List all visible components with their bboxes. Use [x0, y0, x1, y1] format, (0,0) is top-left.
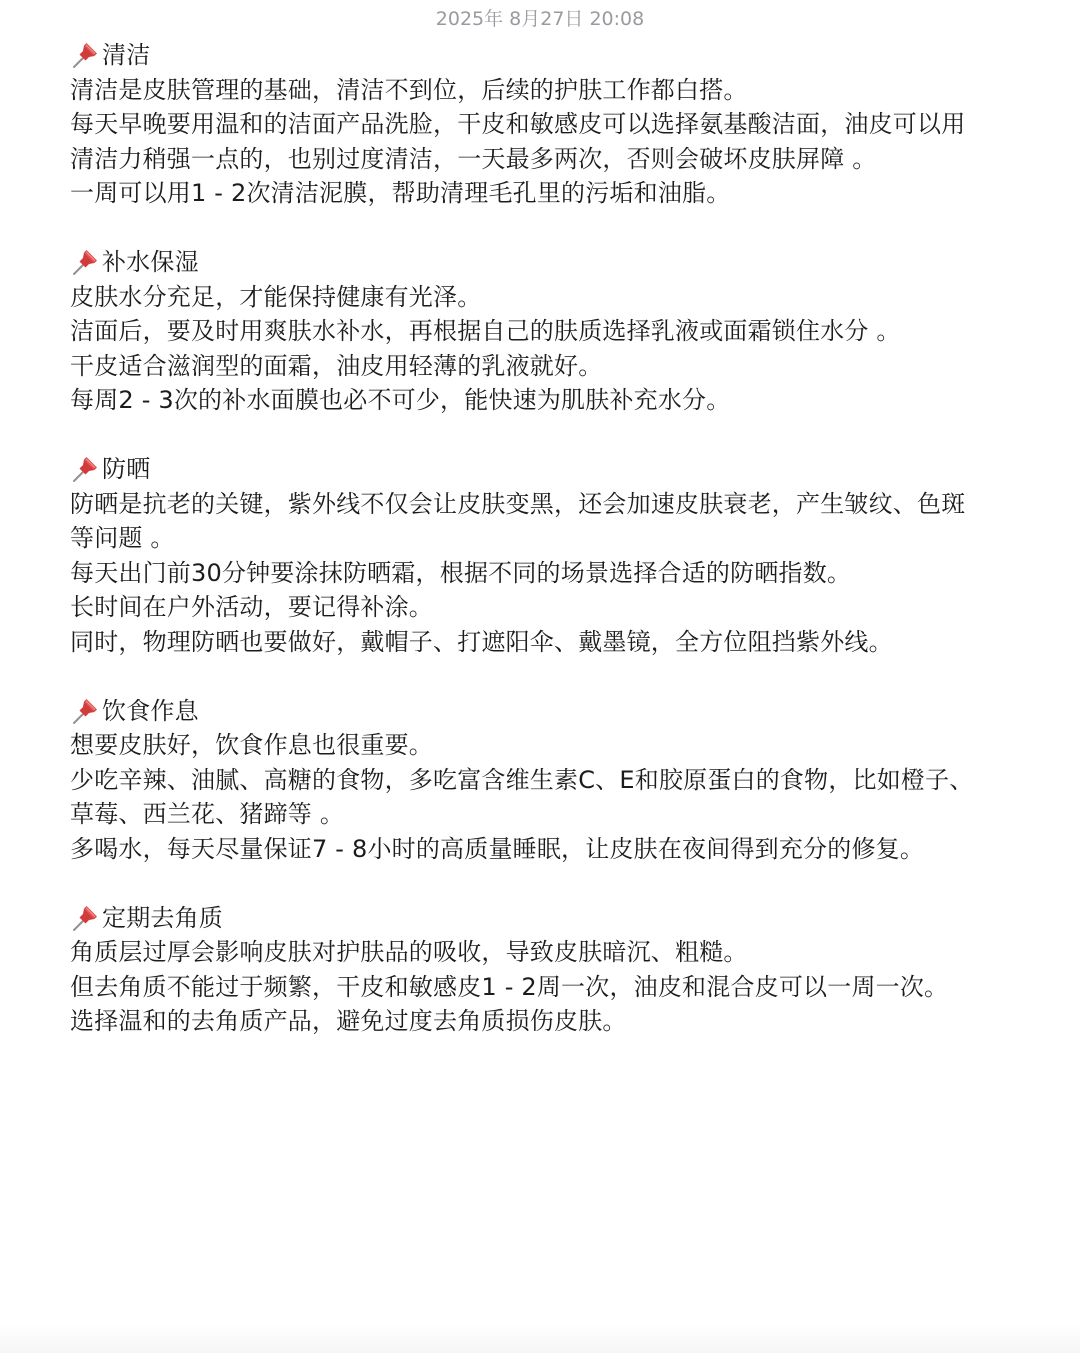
- note-line: 等问题 。: [70, 524, 175, 552]
- blank-line: [70, 211, 1010, 246]
- section-lines: [70, 280, 1010, 418]
- pushpin-icon: [70, 40, 100, 70]
- note-line: 干皮适合滋润型的面霜，油皮用轻薄的乳液就好。: [70, 351, 603, 380]
- section-lines: [70, 73, 1010, 211]
- blank-line: [70, 866, 1010, 901]
- section-title: 饮食作息: [102, 696, 199, 725]
- note-line: 防晒是抗老的关键，紫外线不仅会让皮肤变黑，还会加速皮肤衰老，产生皱纹、色斑: [70, 489, 966, 518]
- note-line: 洁面后，要及时用爽肤水补水，再根据自己的肤质选择乳液或面霜锁住水分 。: [70, 317, 901, 345]
- section-title: 清洁: [102, 41, 151, 69]
- blank-line: [70, 659, 1010, 694]
- note-timestamp: 2025年 8月27日 20:08: [435, 8, 645, 30]
- pushpin-icon: [70, 454, 100, 484]
- note-line: 一周可以用1 - 2次清洁泥膜，帮助清理毛孔里的污垢和油脂。: [70, 179, 731, 207]
- note-section-2: [70, 245, 1010, 418]
- note-line: 但去角质不能过于频繁，干皮和敏感皮1 - 2周一次，油皮和混合皮可以一周一次。: [70, 972, 949, 1001]
- section-title-line: [70, 38, 1010, 73]
- pushpin-icon: [70, 696, 100, 726]
- note-line: 少吃辛辣、油腻、高糖的食物，多吃富含维生素C、E和胶原蛋白的食物，比如橙子、: [70, 765, 974, 794]
- note-section-1: [70, 38, 1010, 211]
- section-title-line: [70, 694, 1010, 729]
- note-line: 长时间在户外活动，要记得补涂。: [70, 593, 433, 621]
- section-title: 补水保湿: [102, 248, 199, 276]
- note-line: 选择温和的去角质产品，避免过度去角质损伤皮肤。: [70, 1007, 627, 1035]
- note-body[interactable]: [70, 38, 1010, 1039]
- section-lines: [70, 935, 1010, 1039]
- section-title: 防晒: [102, 455, 151, 483]
- note-line: 皮肤水分充足，才能保持健康有光泽。: [70, 282, 482, 311]
- note-line: 同时，物理防晒也要做好，戴帽子、打遮阳伞、戴墨镜，全方位阻挡紫外线。: [70, 627, 893, 656]
- note-line: 草莓、西兰花、猪蹄等 。: [70, 800, 345, 828]
- note-line: 清洁力稍强一点的，也别过度清洁，一天最多两次，否则会破坏皮肤屏障 。: [70, 144, 877, 173]
- note-section-4: [70, 694, 1010, 867]
- note-section-3: [70, 452, 1010, 659]
- note-line: 每周2 - 3次的补水面膜也必不可少，能快速为肌肤补充水分。: [70, 386, 731, 414]
- section-lines: [70, 728, 1010, 866]
- section-title-line: [70, 901, 1010, 936]
- pushpin-icon: [70, 247, 100, 277]
- note-line: 每天早晚要用温和的洁面产品洗脸，干皮和敏感皮可以选择氨基酸洁面，油皮可以用: [70, 110, 966, 138]
- blank-line: [70, 418, 1010, 453]
- note-line: 每天出门前30分钟要涂抹防晒霜，根据不同的场景选择合适的防晒指数。: [70, 558, 852, 587]
- section-title-line: [70, 245, 1010, 280]
- section-title-line: [70, 452, 1010, 487]
- note-line: 想要皮肤好，饮食作息也很重要。: [70, 731, 433, 759]
- section-lines: [70, 487, 1010, 660]
- section-title: 定期去角质: [102, 903, 223, 932]
- note-line: 清洁是皮肤管理的基础，清洁不到位，后续的护肤工作都白搭。: [70, 75, 748, 104]
- note-line: 多喝水，每天尽量保证7 - 8小时的高质量睡眠，让皮肤在夜间得到充分的修复。: [70, 834, 925, 863]
- note-section-5: [70, 901, 1010, 1039]
- note-sections: [70, 38, 1010, 1039]
- bottom-fade: [0, 1323, 1080, 1353]
- note-line: 角质层过厚会影响皮肤对护肤品的吸收，导致皮肤暗沉、粗糙。: [70, 938, 748, 966]
- pushpin-icon: [70, 903, 100, 933]
